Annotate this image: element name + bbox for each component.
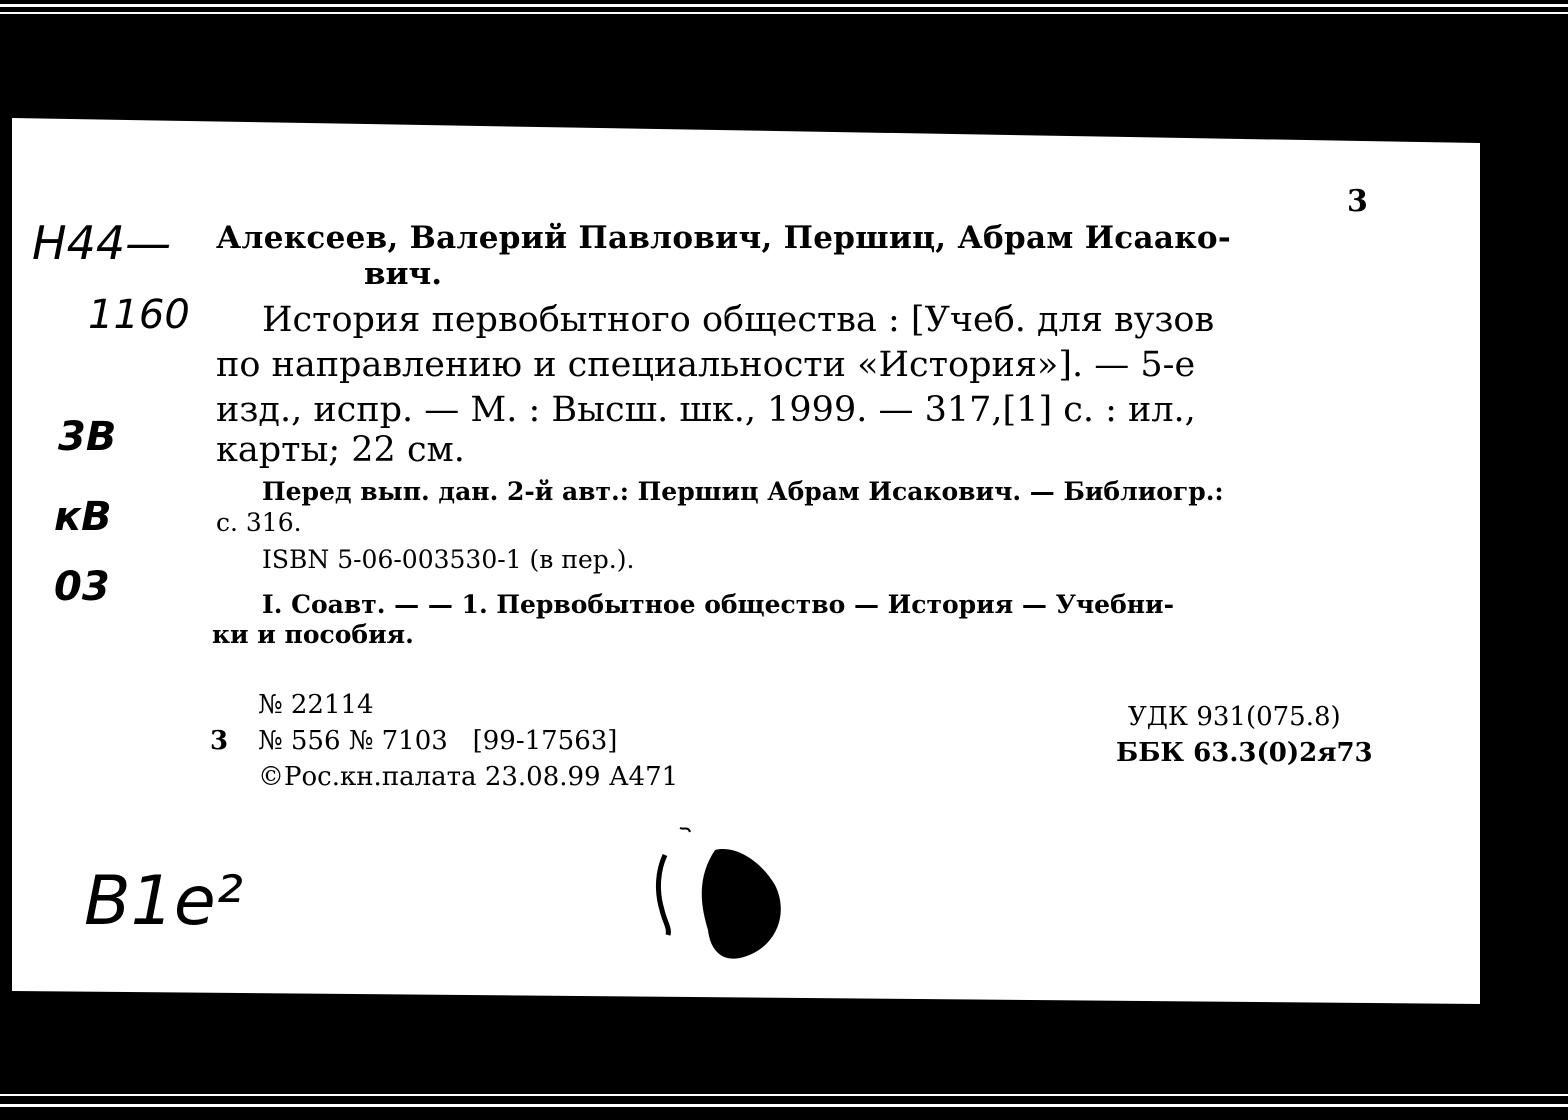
scan-border-top-inner bbox=[0, 12, 1568, 14]
page-number: 3 bbox=[1347, 184, 1368, 219]
bbk-code: ББК 63.3(0)2я73 bbox=[1116, 738, 1373, 768]
tracing-line-2: ки и пособия. bbox=[212, 620, 414, 649]
title-line-4: карты; 22 см. bbox=[216, 430, 465, 470]
handwritten-mark-3: 03 bbox=[54, 564, 110, 610]
register-number: № 22114 bbox=[258, 690, 374, 720]
author-line-2: вич. bbox=[364, 256, 443, 292]
isbn-line: ISBN 5-06-003530-1 (в пер.). bbox=[262, 545, 635, 574]
handwritten-bottom-mark: В1е² bbox=[84, 862, 244, 941]
author-line-1: Алексеев, Валерий Павлович, Першиц, Абрам Исаако- bbox=[216, 220, 1232, 256]
order-prefix: 3 bbox=[210, 726, 229, 756]
scan-border-bottom-inner bbox=[0, 1104, 1568, 1107]
notes-line-1: Перед вып. дан. 2-й авт.: Першиц Абрам Исакович. — Библиогр.: bbox=[262, 477, 1224, 506]
udk-code: УДК 931(075.8) bbox=[1128, 702, 1341, 732]
handwritten-call-number-2: 1160 bbox=[88, 292, 190, 338]
handwritten-mark-1: 3В bbox=[58, 414, 117, 460]
ink-blot bbox=[640, 820, 800, 970]
scan-border-top bbox=[0, 4, 1568, 7]
chamber-line: ©Рос.кн.палата 23.08.99 А471 bbox=[258, 762, 679, 792]
notes-line-2: с. 316. bbox=[216, 508, 302, 537]
order-line: № 556 № 7103 [99-17563] bbox=[258, 726, 618, 756]
tracing-line-1: I. Соавт. — — 1. Первобытное общество — История — Учебни- bbox=[262, 590, 1174, 619]
title-line-3: изд., испр. — М. : Высш. шк., 1999. — 317,[1] с. : ил., bbox=[216, 390, 1196, 430]
handwritten-call-number-1: Н44— bbox=[32, 216, 172, 270]
title-line-1: История первобытного общества : [Учеб. для вузов bbox=[262, 300, 1215, 340]
title-line-2: по направлению и специальности «История»]. — 5-е bbox=[216, 345, 1196, 385]
handwritten-mark-2: кВ bbox=[54, 494, 112, 540]
scan-border-bottom bbox=[0, 1094, 1568, 1096]
